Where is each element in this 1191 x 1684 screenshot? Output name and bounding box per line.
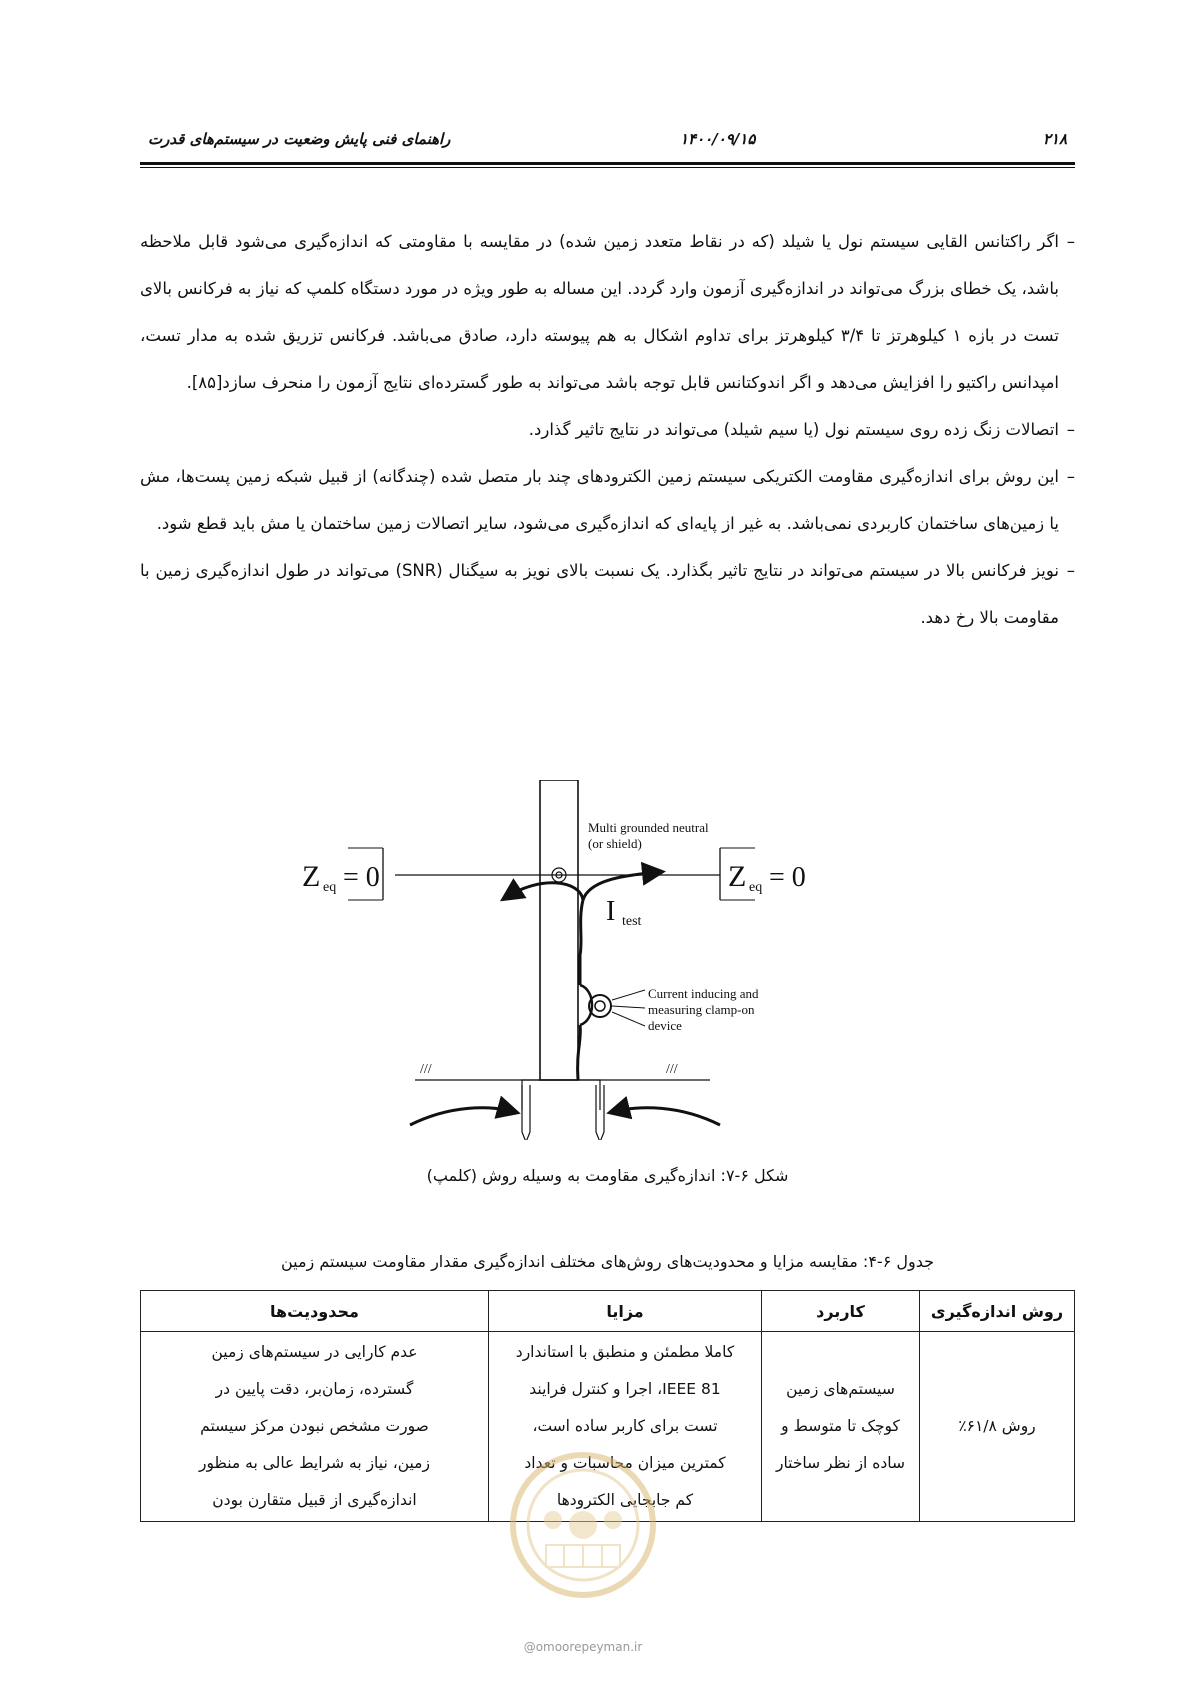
cell-method: روش ۶۱/۸٪ <box>920 1332 1075 1522</box>
header-rule <box>140 162 1075 165</box>
svg-text:measuring clamp-on: measuring clamp-on <box>648 1002 755 1017</box>
paragraph-1: – اگر راکتانس القایی سیستم نول یا شیلد (که در نقاط متعدد زمین شده) در مقایسه با مقاومتی که اندازه‌گیری می‌شود قابل ملاحظه باشد، یک خطای بزرگ می‌تواند در اندازه‌گیری آزمون وارد گردد. این مساله به طور ویژه در مورد دستگاه کلمپ که نیاز به فرکانس بالای تست در بازه ۱ کیلوهرتز تا ۳/۴ کیلوهرتز برای تداوم اشکال به هم پیوسته دارد، صادق می‌باشد. فرکانس تزریق شده به مدار تست، امپدانس راکتیو را افزایش می‌دهد و اگر اندوکتانس قابل توجه باشد می‌تواند به طور گسترده‌ای نتایج آزمون را منحرف سازد[۸۵]. <box>140 232 1075 392</box>
current-arrow-right <box>583 872 660 900</box>
clamp-diagram-svg <box>300 780 900 1140</box>
paragraph-2: – اتصالات زنگ زده روی سیستم نول (یا سیم شیلد) می‌تواند در نتایج تاثیر گذارد. <box>528 420 1075 439</box>
ground-current-arrow-right <box>612 1108 720 1125</box>
cell-limitations: عدم کارایی در سیستم‌های زمین گسترده، زمان‌بر، دقت پایین در صورت مشخص نبودن مرکز سیستم زمین، نیاز به شرایط عالی به منظور اندازه‌گیری از قبیل متقارن بودن <box>141 1332 489 1522</box>
figure-caption: شکل ۶-۷: اندازه‌گیری مقاومت به وسیله روش (کلمپ) <box>426 1166 789 1185</box>
header-method: روش اندازه‌گیری <box>920 1291 1075 1332</box>
svg-text:test: test <box>622 914 642 929</box>
zeq-left-box <box>302 848 383 900</box>
cell-application: سیستم‌های زمین کوچک تا متوسط و ساده از نظر ساختار <box>762 1332 920 1522</box>
watermark-logo-icon <box>498 1450 668 1600</box>
neutral-label: Multi grounded neutral <box>588 820 709 835</box>
header-rule-thin <box>140 167 1075 168</box>
watermark-site: @omoorepeyman.ir <box>523 1640 643 1654</box>
table-title: جدول ۶-۴: مقایسه مزایا و محدودیت‌های روش‌های مختلف اندازه‌گیری مقدار مقاومت سیستم زمین <box>280 1252 935 1271</box>
itest-label: I <box>606 896 616 927</box>
body-text <box>140 218 1075 641</box>
svg-text:= 0: = 0 <box>343 862 380 893</box>
ground-current-arrow-left <box>410 1108 515 1125</box>
current-arrow-left <box>505 883 583 900</box>
header-limitations: محدودیت‌ها <box>141 1291 489 1332</box>
ground-electrode-left <box>522 1085 530 1140</box>
ground-hatch-right: /// <box>666 1062 678 1077</box>
svg-text:device: device <box>648 1018 682 1033</box>
clamp-label: Current inducing and <box>648 986 759 1001</box>
ground-hatch-left: /// <box>420 1062 432 1077</box>
cell-advantages: کاملا مطمئن و منطبق با استاندارد IEEE 81، اجرا و کنترل فرایند تست برای کاربر ساده است، کمترین میزان محاسبات و تعداد کم جابجایی الکترودها <box>489 1332 762 1522</box>
svg-text:eq: eq <box>323 880 337 895</box>
header-advantages: مزایا <box>489 1291 762 1332</box>
header-date: ۱۴۰۰/۰۹/۱۵ <box>680 130 756 148</box>
paragraph-4: – نویز فرکانس بالا در سیستم می‌تواند در نتایج تاثیر بگذارد. یک نسبت بالای نویز به سیگنال (SNR) می‌تواند در طول اندازه‌گیری زمین با مقاومت بالا رخ دهد. <box>140 561 1075 627</box>
paragraph-3: – این روش برای اندازه‌گیری مقاومت الکتریکی سیستم زمین الکترودهای چند بار متصل شده (چندگانه) از قبیل شبکه زمین پست‌ها، مش یا زمین‌های ساختمان کاربردی نمی‌باشد. به غیر از پایه‌ای که اندازه‌گیری می‌شود، سایر اتصالات زمین ساختمان یا مش باید قطع شود. <box>140 467 1075 533</box>
svg-text:eq: eq <box>749 880 763 895</box>
clamp-diagram <box>300 780 900 1140</box>
page-number: ۲۱۸ <box>1042 130 1067 148</box>
svg-text:Z: Z <box>302 860 321 893</box>
page-header <box>140 130 1075 156</box>
svg-text:Z: Z <box>728 860 747 893</box>
zeq-right-box <box>720 848 806 900</box>
pole <box>540 780 578 1080</box>
table-header-row <box>141 1291 1075 1332</box>
header-application: کاربرد <box>762 1291 920 1332</box>
neutral-label-2: (or shield) <box>588 836 642 851</box>
svg-text:= 0: = 0 <box>769 862 806 893</box>
header-title: راهنمای فنی پایش وضعیت در سیستم‌های قدرت <box>148 130 451 148</box>
